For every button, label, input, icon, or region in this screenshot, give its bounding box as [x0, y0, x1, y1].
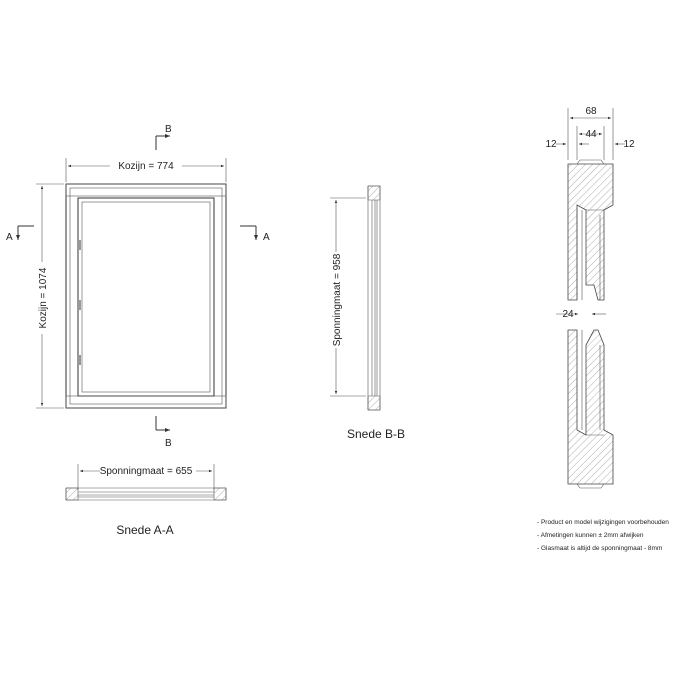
section-marker-b-bottom: [156, 416, 172, 449]
front-view: [6, 124, 270, 449]
section-bb-dimension-label: Sponningmaat = 958: [332, 253, 343, 347]
note-3: - Glasmaat is altijd de sponningmaat - 8mm: [537, 545, 663, 552]
svg-text:A: A: [6, 232, 13, 243]
profile-detail: [545, 106, 635, 488]
section-marker-a-right: [240, 226, 270, 243]
section-aa: [66, 464, 226, 537]
section-aa-dimension-label: Sponningmaat = 655: [99, 466, 193, 477]
notes: [537, 519, 669, 552]
height-dimension-label: Kozijn = 1074: [38, 267, 49, 329]
dim-24: 24: [562, 309, 574, 320]
profile-upper: [568, 164, 613, 300]
width-dimension-label: Kozijn = 774: [118, 161, 174, 172]
svg-text:A: A: [263, 232, 270, 243]
section-bb-title: Snede B-B: [346, 427, 406, 441]
dim-12-right: 12: [623, 139, 635, 150]
section-marker-b-top: [156, 124, 172, 150]
profile-lower: [568, 330, 613, 484]
section-bb: [329, 186, 405, 441]
section-aa-title: Snede A-A: [116, 523, 174, 537]
svg-text:B: B: [165, 438, 172, 449]
dim-44: 44: [585, 129, 597, 140]
inner-sash: [78, 198, 214, 396]
outer-frame: [66, 184, 226, 408]
dim-12-left: 12: [545, 139, 557, 150]
section-marker-a-left: [6, 226, 34, 243]
note-1: - Product en model wijzigingen voorbehouden: [537, 519, 669, 526]
svg-text:B: B: [165, 124, 172, 135]
dim-68: 68: [585, 106, 597, 117]
note-2: - Afmetingen kunnen ± 2mm afwijken: [537, 532, 644, 539]
